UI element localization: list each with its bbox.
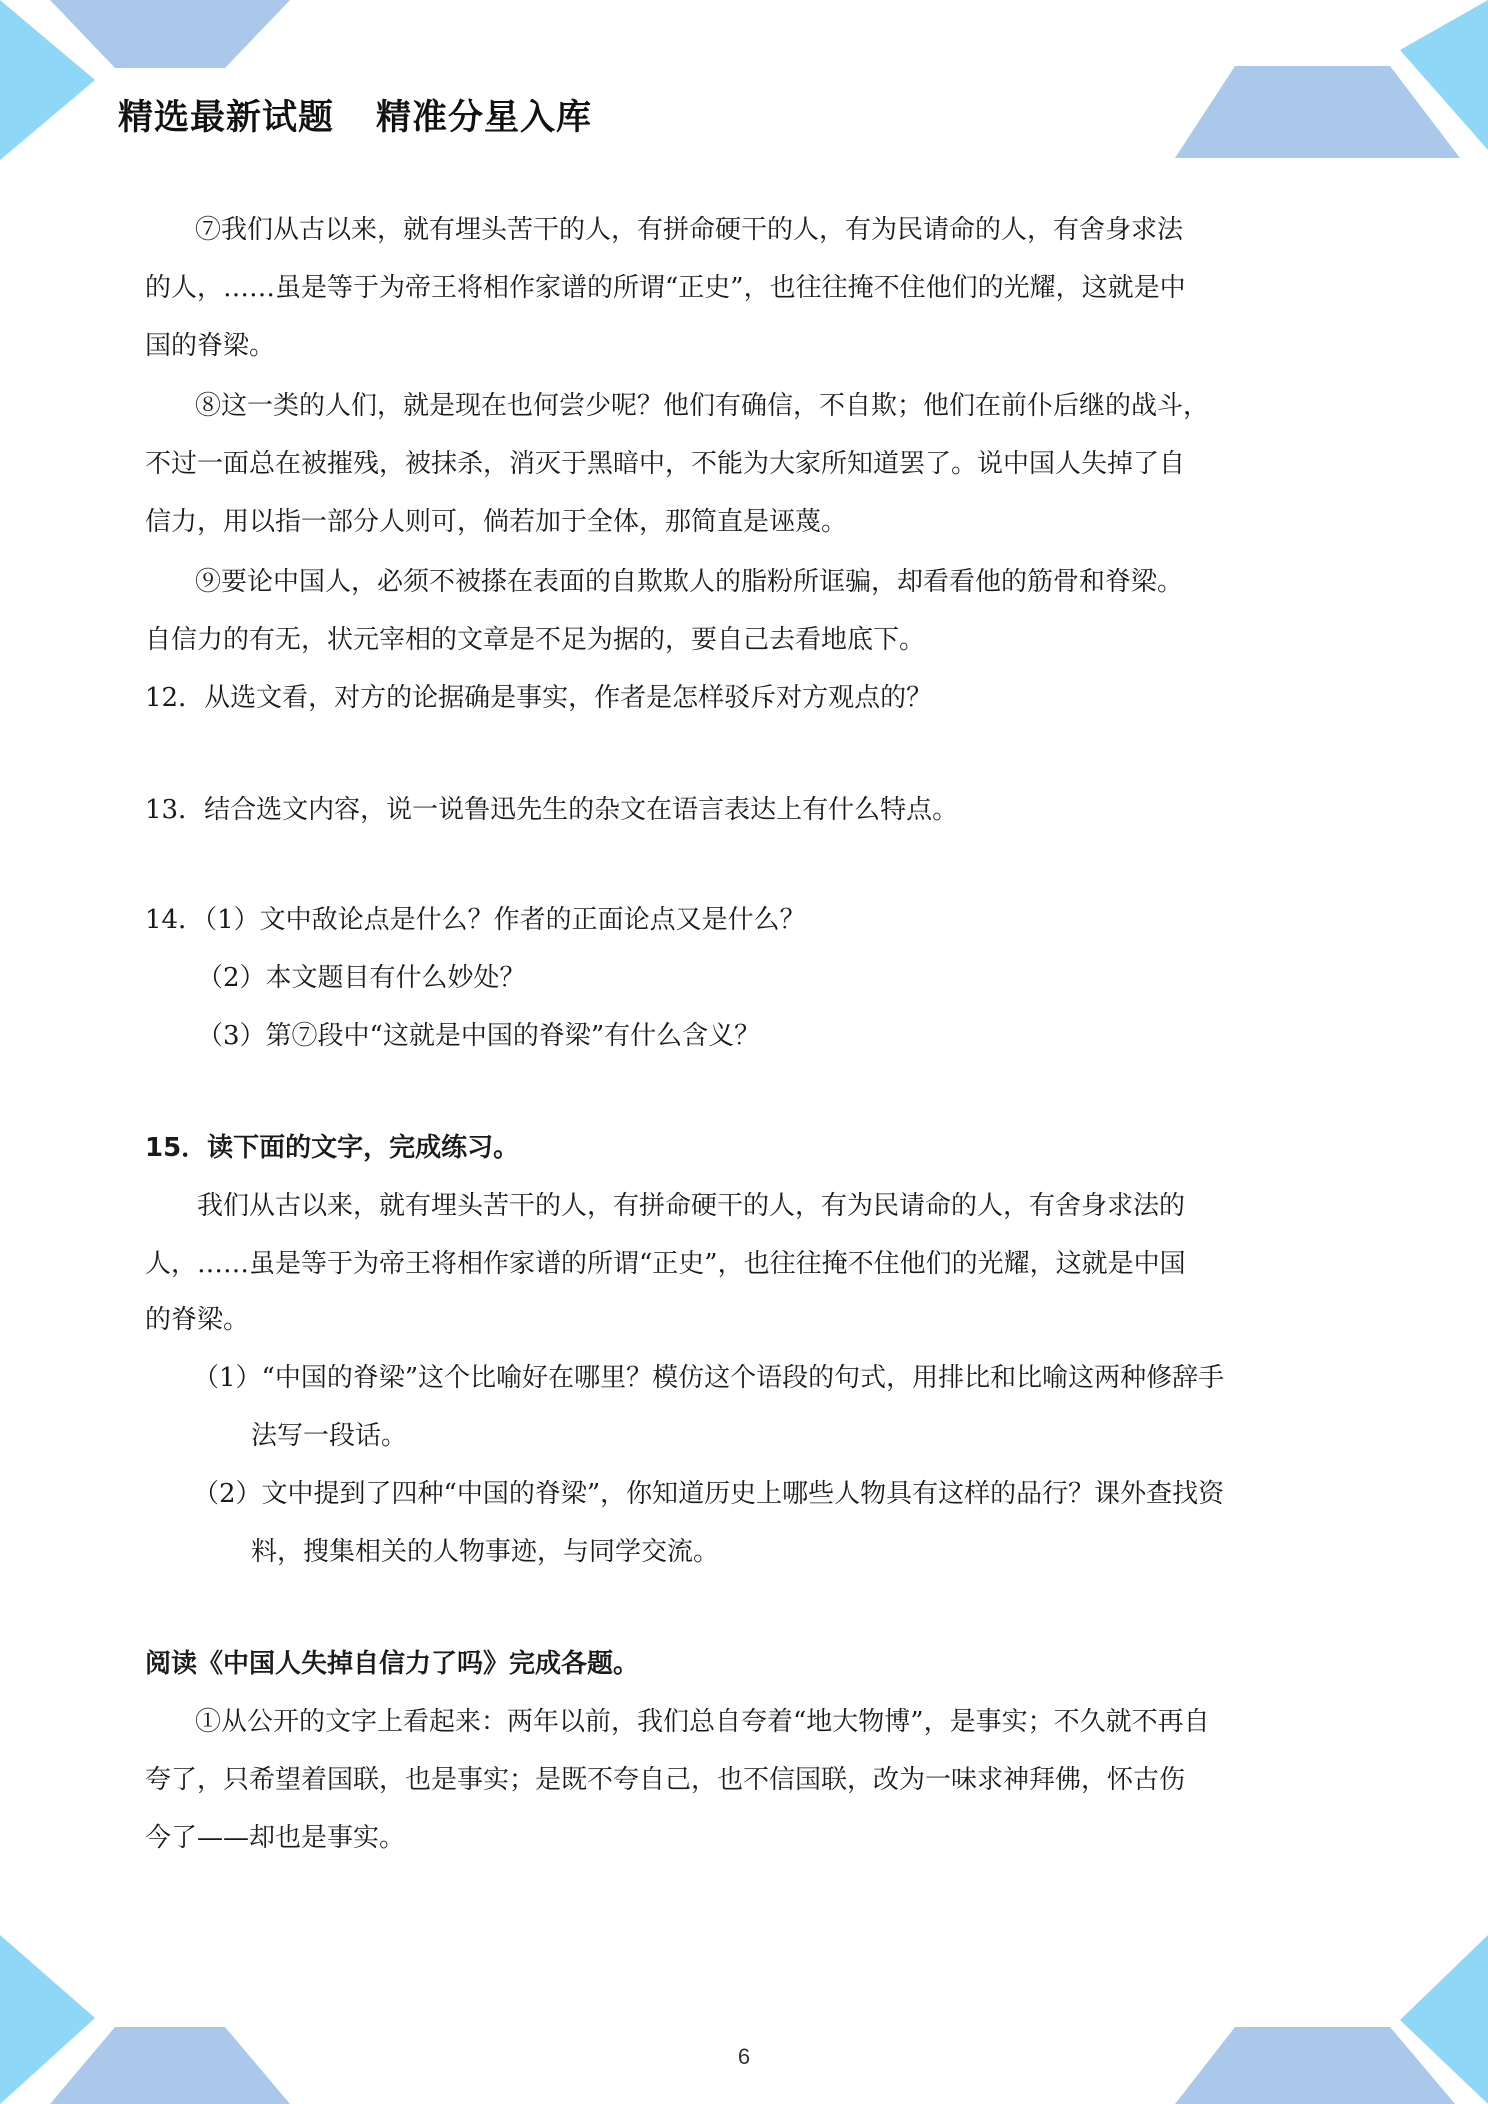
question-14-part-2: （2）本文题目有什么妙处？ bbox=[197, 963, 526, 993]
question-13: 13．结合选文内容，说一说鲁迅先生的杂文在语言表达上有什么特点。 bbox=[145, 795, 959, 825]
question-14-part-3: （3）第⑦段中“这就是中国的脊梁”有什么含义？ bbox=[197, 1021, 761, 1051]
paragraph-7-line-1: ⑦我们从古以来，就有埋头苦干的人，有拼命硬干的人，有为民请命的人，有舍身求法 bbox=[195, 215, 1184, 245]
question-15-passage-line-3: 的脊梁。 bbox=[145, 1305, 250, 1335]
page-header-title bbox=[118, 90, 592, 140]
paragraph-1-line-3: 今了——却也是事实。 bbox=[145, 1823, 406, 1853]
bottom-left-corner-triangle bbox=[0, 1935, 95, 2104]
paragraph-8-line-1: ⑧这一类的人们，就是现在也何尝少呢？他们有确信，不自欺；他们在前仆后继的战斗， bbox=[195, 391, 1210, 421]
question-15-passage-line-1: 我们从古以来，就有埋头苦干的人，有拼命硬干的人，有为民请命的人，有舍身求法的 bbox=[197, 1191, 1186, 1221]
question-15-passage-line-2: 人，……虽是等于为帝王将相作家谱的所谓“正史”，也往往掩不住他们的光耀，这就是中国 bbox=[145, 1249, 1186, 1279]
question-15-title: 15．读下面的文字，完成练习。 bbox=[145, 1133, 520, 1163]
paragraph-8-line-2: 不过一面总在被摧残，被抹杀，消灭于黑暗中，不能为大家所知道罢了。说中国人失掉了自 bbox=[145, 449, 1186, 479]
top-right-corner-triangle bbox=[1400, 0, 1488, 150]
question-15-sub-1-line-2: 法写一段话。 bbox=[251, 1421, 408, 1451]
paragraph-7-line-2: 的人，……虽是等于为帝王将相作家谱的所谓“正史”，也往往掩不住他们的光耀，这就是中 bbox=[145, 273, 1186, 303]
top-left-trapezoid bbox=[50, 0, 290, 68]
question-15-sub-2-line-2: 料，搜集相关的人物事迹，与同学交流。 bbox=[251, 1537, 720, 1567]
question-12: 12．从选文看，对方的论据确是事实，作者是怎样驳斥对方观点的？ bbox=[145, 683, 933, 713]
header-title-part2: 精准分星入库 bbox=[376, 98, 593, 138]
paragraph-9-line-2: 自信力的有无，状元宰相的文章是不足为据的，要自己去看地底下。 bbox=[145, 625, 926, 655]
paragraph-9-line-1: ⑨要论中国人，必须不被搽在表面的自欺欺人的脂粉所诓骗，却看看他的筋骨和脊梁。 bbox=[195, 567, 1184, 597]
paragraph-1-line-1: ①从公开的文字上看起来：两年以前，我们总自夸着“地大物博”，是事实；不久就不再自 bbox=[195, 1707, 1210, 1737]
question-15-sub-1-line-1: （1）“中国的脊梁”这个比喻好在哪里？模仿这个语段的句式，用排比和比喻这两种修辞手 bbox=[193, 1363, 1225, 1393]
top-left-corner-triangle bbox=[0, 0, 95, 160]
paragraph-1-line-2: 夸了，只希望着国联，也是事实；是既不夸自己，也不信国联，改为一味求神拜佛，怀古伤 bbox=[145, 1765, 1186, 1795]
bottom-right-corner-triangle bbox=[1400, 1935, 1488, 2104]
paragraph-7-line-3: 国的脊梁。 bbox=[145, 331, 276, 361]
page-number: 6 bbox=[737, 2044, 751, 2069]
paragraph-8-line-3: 信力，用以指一部分人则可，倘若加于全体，那简直是诬蔑。 bbox=[145, 507, 848, 537]
question-15-sub-2-line-1: （2）文中提到了四种“中国的脊梁”，你知道历史上哪些人物具有这样的品行？课外查找资 bbox=[193, 1479, 1225, 1509]
top-right-trapezoid bbox=[1175, 66, 1460, 158]
reading-section-title: 阅读《中国人失掉自信力了吗》完成各题。 bbox=[145, 1649, 640, 1679]
question-14-part-1: 14．（1）文中敌论点是什么？作者的正面论点又是什么？ bbox=[145, 905, 806, 935]
header-title-part1: 精选最新试题 bbox=[118, 98, 335, 138]
